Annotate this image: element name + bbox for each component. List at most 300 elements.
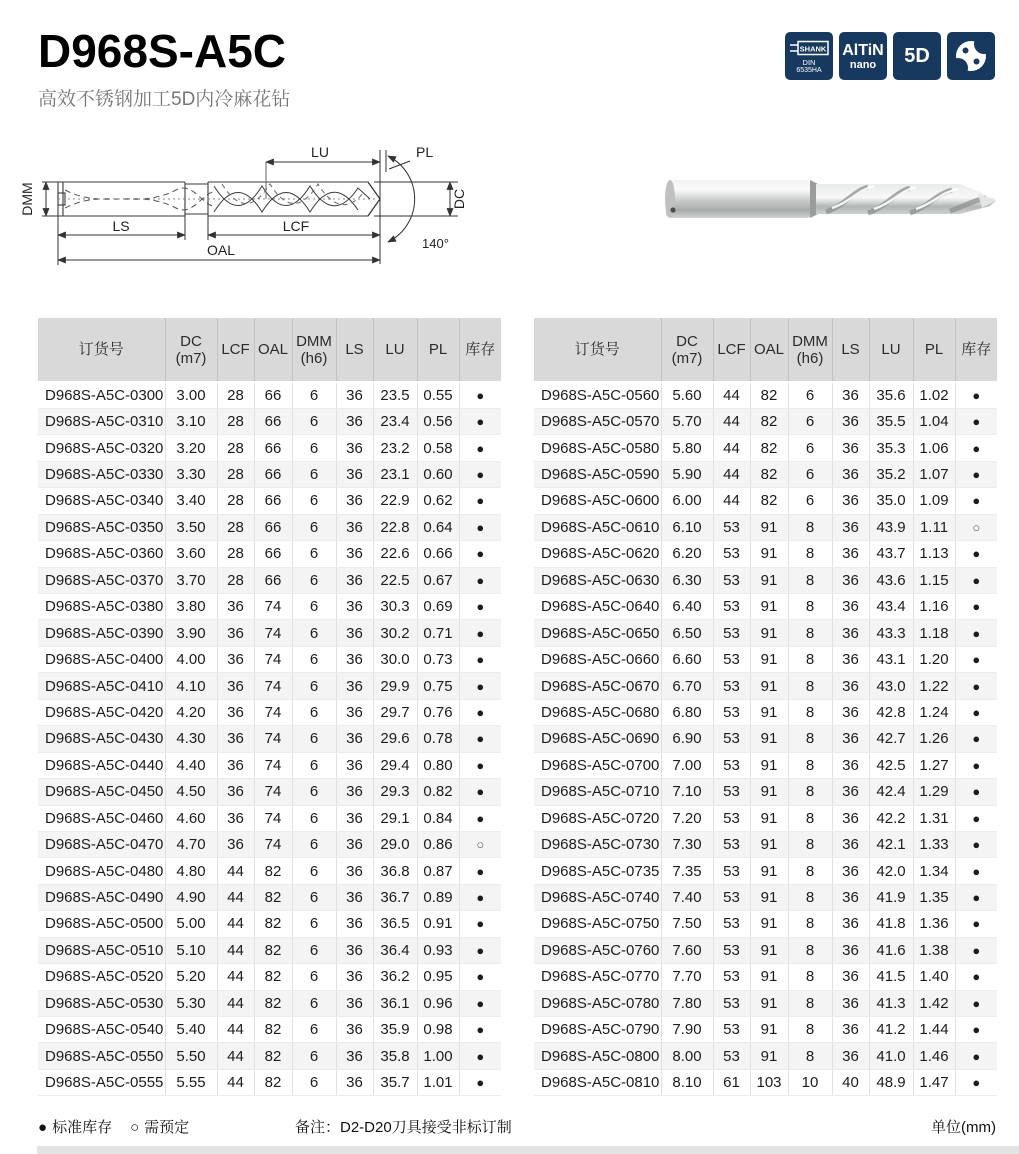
order-number: D968S-A5C-0600 xyxy=(534,488,661,514)
spec-value: 43.7 xyxy=(869,541,913,567)
spec-value: 1.11 xyxy=(913,514,955,540)
spec-value: 5.20 xyxy=(165,964,217,990)
stock-indicator: ● xyxy=(955,435,997,461)
spec-value: 35.7 xyxy=(373,1069,417,1095)
table-row xyxy=(534,514,997,540)
spec-value: 36 xyxy=(336,1069,373,1095)
spec-value: 36 xyxy=(832,884,869,910)
spec-value: 44 xyxy=(217,884,254,910)
spec-value: 91 xyxy=(750,673,788,699)
spec-value: 6 xyxy=(292,937,336,963)
spec-value: 91 xyxy=(750,937,788,963)
label-lcf: LCF xyxy=(282,218,310,234)
order-number: D968S-A5C-0460 xyxy=(38,805,165,831)
footer xyxy=(0,1116,1019,1138)
spec-value: 53 xyxy=(713,541,750,567)
spec-value: 74 xyxy=(254,805,292,831)
table-header-row xyxy=(38,318,501,382)
stock-indicator: ● xyxy=(955,858,997,884)
label-lu: LU xyxy=(311,144,329,160)
spec-value: 0.66 xyxy=(417,541,459,567)
spec-value: 82 xyxy=(254,858,292,884)
order-number: D968S-A5C-0690 xyxy=(534,726,661,752)
spec-value: 4.30 xyxy=(165,726,217,752)
spec-value: 36 xyxy=(336,990,373,1016)
spec-value: 53 xyxy=(713,779,750,805)
spec-value: 6.90 xyxy=(661,726,713,752)
spec-value: 3.10 xyxy=(165,408,217,434)
spec-value: 36 xyxy=(336,594,373,620)
spec-value: 44 xyxy=(217,937,254,963)
spec-value: 43.6 xyxy=(869,567,913,593)
spec-value: 0.56 xyxy=(417,408,459,434)
spec-value: 28 xyxy=(217,408,254,434)
technical-drawing xyxy=(18,142,473,282)
stock-indicator: ● xyxy=(955,488,997,514)
order-number: D968S-A5C-0550 xyxy=(38,1043,165,1069)
order-number: D968S-A5C-0750 xyxy=(534,911,661,937)
order-number: D968S-A5C-0810 xyxy=(534,1069,661,1095)
spec-value: 36 xyxy=(336,884,373,910)
spec-value: 43.9 xyxy=(869,514,913,540)
column-header: PL xyxy=(417,318,459,382)
table-row xyxy=(38,858,501,884)
stock-indicator: ● xyxy=(459,541,501,567)
spec-value: 6 xyxy=(292,1017,336,1043)
spec-value: 28 xyxy=(217,461,254,487)
spec-value: 0.67 xyxy=(417,567,459,593)
spec-value: 82 xyxy=(254,990,292,1016)
stock-indicator: ● xyxy=(459,937,501,963)
spec-value: 6 xyxy=(292,752,336,778)
spec-value: 36 xyxy=(336,673,373,699)
spec-value: 0.86 xyxy=(417,831,459,857)
stock-indicator: ● xyxy=(955,541,997,567)
spec-table-left xyxy=(38,318,501,1096)
spec-value: 36.2 xyxy=(373,964,417,990)
spec-value: 7.50 xyxy=(661,911,713,937)
spec-value: 8 xyxy=(788,673,832,699)
order-number: D968S-A5C-0400 xyxy=(38,646,165,672)
spec-value: 82 xyxy=(750,461,788,487)
spec-value: 36 xyxy=(832,541,869,567)
order-number: D968S-A5C-0390 xyxy=(38,620,165,646)
order-number: D968S-A5C-0790 xyxy=(534,1017,661,1043)
order-number: D968S-A5C-0580 xyxy=(534,435,661,461)
stock-indicator: ● xyxy=(955,1069,997,1095)
column-header: DMM (h6) xyxy=(292,318,336,382)
spec-value: 91 xyxy=(750,752,788,778)
badge-shank-din xyxy=(785,32,833,80)
spec-value: 6 xyxy=(292,1069,336,1095)
coating-name: AlTiN xyxy=(842,41,884,59)
drill-photo-shapes xyxy=(665,180,996,218)
spec-value: 8 xyxy=(788,964,832,990)
spec-value: 74 xyxy=(254,726,292,752)
spec-value: 82 xyxy=(254,1043,292,1069)
spec-value: 36 xyxy=(336,699,373,725)
spec-value: 3.20 xyxy=(165,435,217,461)
spec-value: 1.22 xyxy=(913,673,955,699)
spec-value: 53 xyxy=(713,726,750,752)
spec-value: 1.06 xyxy=(913,435,955,461)
order-number: D968S-A5C-0800 xyxy=(534,1043,661,1069)
spec-value: 36 xyxy=(336,408,373,434)
spec-value: 36 xyxy=(217,779,254,805)
stock-indicator: ● xyxy=(955,911,997,937)
order-number: D968S-A5C-0780 xyxy=(534,990,661,1016)
spec-value: 23.2 xyxy=(373,435,417,461)
stock-indicator: ● xyxy=(955,964,997,990)
spec-value: 8 xyxy=(788,646,832,672)
spec-value: 42.0 xyxy=(869,858,913,884)
spec-value: 1.35 xyxy=(913,884,955,910)
column-header: LCF xyxy=(217,318,254,382)
order-number: D968S-A5C-0640 xyxy=(534,594,661,620)
spec-value: 1.38 xyxy=(913,937,955,963)
badge-coating xyxy=(839,32,887,80)
page-title: D968S-A5C xyxy=(38,25,286,77)
spec-value: 6 xyxy=(292,514,336,540)
spec-value: 5.90 xyxy=(661,461,713,487)
spec-value: 41.6 xyxy=(869,937,913,963)
order-number: D968S-A5C-0420 xyxy=(38,699,165,725)
spec-value: 35.0 xyxy=(869,488,913,514)
spec-value: 36.5 xyxy=(373,911,417,937)
spec-value: 6 xyxy=(292,805,336,831)
spec-value: 44 xyxy=(713,382,750,408)
table-row xyxy=(534,594,997,620)
spec-value: 43.1 xyxy=(869,646,913,672)
spec-value: 6 xyxy=(292,699,336,725)
open-dot-icon: ○ xyxy=(130,1119,140,1136)
table-row xyxy=(38,461,501,487)
spec-value: 74 xyxy=(254,752,292,778)
order-number: D968S-A5C-0380 xyxy=(38,594,165,620)
spec-value: 44 xyxy=(713,408,750,434)
spec-value: 1.26 xyxy=(913,726,955,752)
spec-value: 7.00 xyxy=(661,752,713,778)
spec-value: 36 xyxy=(832,1043,869,1069)
spec-value: 36 xyxy=(832,488,869,514)
label-angle: 140° xyxy=(422,236,449,251)
spec-value: 4.60 xyxy=(165,805,217,831)
table-row xyxy=(38,514,501,540)
table-row xyxy=(534,620,997,646)
spec-value: 28 xyxy=(217,541,254,567)
table-row xyxy=(38,541,501,567)
spec-value: 91 xyxy=(750,911,788,937)
stock-indicator: ● xyxy=(459,620,501,646)
spec-value: 0.75 xyxy=(417,673,459,699)
table-row xyxy=(534,937,997,963)
spec-value: 6 xyxy=(292,964,336,990)
spec-value: 23.5 xyxy=(373,382,417,408)
spec-value: 36 xyxy=(336,726,373,752)
spec-value: 36 xyxy=(336,964,373,990)
flute-helix xyxy=(214,184,370,212)
spec-value: 8 xyxy=(788,937,832,963)
spec-value: 0.76 xyxy=(417,699,459,725)
order-number: D968S-A5C-0470 xyxy=(38,831,165,857)
spec-value: 36 xyxy=(217,726,254,752)
spec-value: 91 xyxy=(750,541,788,567)
spec-value: 6.20 xyxy=(661,541,713,567)
spec-value: 36 xyxy=(336,805,373,831)
spec-value: 44 xyxy=(217,1043,254,1069)
table-row xyxy=(38,805,501,831)
spec-value: 3.60 xyxy=(165,541,217,567)
spec-value: 1.18 xyxy=(913,620,955,646)
spec-value: 6 xyxy=(292,646,336,672)
spec-value: 91 xyxy=(750,567,788,593)
spec-value: 36.7 xyxy=(373,884,417,910)
spec-value: 23.1 xyxy=(373,461,417,487)
spec-value: 36 xyxy=(336,831,373,857)
spec-value: 7.35 xyxy=(661,858,713,884)
spec-value: 36 xyxy=(832,699,869,725)
spec-value: 0.95 xyxy=(417,964,459,990)
spec-value: 41.3 xyxy=(869,990,913,1016)
table-row xyxy=(534,435,997,461)
column-header: 库存 xyxy=(955,318,997,382)
stock-indicator: ● xyxy=(459,779,501,805)
spec-value: 41.9 xyxy=(869,884,913,910)
table-row xyxy=(38,1069,501,1095)
spec-value: 8 xyxy=(788,1017,832,1043)
spec-value: 42.8 xyxy=(869,699,913,725)
spec-value: 4.20 xyxy=(165,699,217,725)
stock-indicator: ● xyxy=(459,461,501,487)
feature-badges xyxy=(785,32,995,80)
filled-dot-icon: ● xyxy=(38,1119,48,1136)
spec-value: 53 xyxy=(713,673,750,699)
spec-value: 8 xyxy=(788,699,832,725)
spec-value: 44 xyxy=(713,488,750,514)
spec-value: 66 xyxy=(254,435,292,461)
spec-value: 0.98 xyxy=(417,1017,459,1043)
spec-value: 5.80 xyxy=(661,435,713,461)
spec-value: 0.89 xyxy=(417,884,459,910)
spec-value: 36 xyxy=(832,461,869,487)
spec-value: 8 xyxy=(788,831,832,857)
spec-value: 1.07 xyxy=(913,461,955,487)
spec-value: 53 xyxy=(713,514,750,540)
spec-value: 4.90 xyxy=(165,884,217,910)
spec-value: 0.62 xyxy=(417,488,459,514)
spec-value: 36 xyxy=(336,514,373,540)
stock-indicator: ● xyxy=(955,805,997,831)
spec-value: 6.30 xyxy=(661,567,713,593)
stock-indicator: ● xyxy=(459,567,501,593)
order-number: D968S-A5C-0320 xyxy=(38,435,165,461)
stock-indicator: ● xyxy=(459,990,501,1016)
stock-indicator: ● xyxy=(459,726,501,752)
table-row xyxy=(38,884,501,910)
stock-indicator: ○ xyxy=(459,831,501,857)
spec-value: 53 xyxy=(713,831,750,857)
spec-value: 8 xyxy=(788,884,832,910)
stock-indicator: ● xyxy=(459,673,501,699)
spec-value: 0.58 xyxy=(417,435,459,461)
spec-value: 8 xyxy=(788,1043,832,1069)
spec-value: 8 xyxy=(788,541,832,567)
spec-value: 36 xyxy=(832,990,869,1016)
spec-value: 66 xyxy=(254,382,292,408)
spec-value: 4.40 xyxy=(165,752,217,778)
spec-value: 22.5 xyxy=(373,567,417,593)
label-dmm: DMM xyxy=(19,182,35,216)
table-row xyxy=(38,831,501,857)
stock-indicator: ● xyxy=(955,408,997,434)
table-row xyxy=(38,699,501,725)
order-number: D968S-A5C-0530 xyxy=(38,990,165,1016)
spec-value: 91 xyxy=(750,964,788,990)
spec-value: 48.9 xyxy=(869,1069,913,1095)
spec-value: 41.0 xyxy=(869,1043,913,1069)
spec-value: 6 xyxy=(292,884,336,910)
spec-value: 36 xyxy=(217,805,254,831)
spec-value: 0.84 xyxy=(417,805,459,831)
order-number: D968S-A5C-0590 xyxy=(534,461,661,487)
spec-value: 36 xyxy=(336,620,373,646)
stock-indicator: ● xyxy=(459,435,501,461)
label-dc: DC xyxy=(451,188,467,210)
order-number: D968S-A5C-0500 xyxy=(38,911,165,937)
spec-value: 6.70 xyxy=(661,673,713,699)
spec-value: 36 xyxy=(336,488,373,514)
column-header: DC (m7) xyxy=(661,318,713,382)
column-header: OAL xyxy=(254,318,292,382)
spec-value: 44 xyxy=(713,435,750,461)
spec-value: 36 xyxy=(832,673,869,699)
spec-value: 74 xyxy=(254,646,292,672)
order-number: D968S-A5C-0735 xyxy=(534,858,661,884)
spec-value: 74 xyxy=(254,779,292,805)
spec-value: 6 xyxy=(788,382,832,408)
order-number: D968S-A5C-0490 xyxy=(38,884,165,910)
spec-value: 35.6 xyxy=(869,382,913,408)
spec-value: 6 xyxy=(292,673,336,699)
spec-value: 6 xyxy=(788,461,832,487)
spec-value: 66 xyxy=(254,567,292,593)
spec-value: 6 xyxy=(292,567,336,593)
spec-value: 28 xyxy=(217,567,254,593)
spec-value: 36 xyxy=(832,408,869,434)
spec-value: 36 xyxy=(832,937,869,963)
remark-note: 备注：D2-D20刀具接受非标订制 xyxy=(295,1119,512,1136)
column-header: DC (m7) xyxy=(165,318,217,382)
spec-value: 6.10 xyxy=(661,514,713,540)
stock-indicator: ● xyxy=(955,779,997,805)
spec-value: 1.02 xyxy=(913,382,955,408)
spec-value: 44 xyxy=(217,990,254,1016)
spec-value: 36 xyxy=(336,646,373,672)
spec-value: 5.55 xyxy=(165,1069,217,1095)
spec-value: 43.0 xyxy=(869,673,913,699)
spec-value: 7.60 xyxy=(661,937,713,963)
order-number: D968S-A5C-0540 xyxy=(38,1017,165,1043)
spec-value: 36 xyxy=(832,594,869,620)
spec-value: 43.4 xyxy=(869,594,913,620)
table-row xyxy=(534,805,997,831)
spec-value: 7.10 xyxy=(661,779,713,805)
spec-value: 36 xyxy=(832,805,869,831)
table-row xyxy=(38,567,501,593)
spec-value: 74 xyxy=(254,620,292,646)
stock-indicator: ● xyxy=(955,726,997,752)
table-row xyxy=(534,964,997,990)
spec-value: 91 xyxy=(750,699,788,725)
spec-value: 8 xyxy=(788,911,832,937)
stock-indicator: ● xyxy=(955,831,997,857)
order-number: D968S-A5C-0410 xyxy=(38,673,165,699)
spec-value: 35.8 xyxy=(373,1043,417,1069)
spec-value: 5.00 xyxy=(165,911,217,937)
spec-value: 8.00 xyxy=(661,1043,713,1069)
spec-value: 82 xyxy=(750,408,788,434)
spec-value: 4.10 xyxy=(165,673,217,699)
spec-value: 3.00 xyxy=(165,382,217,408)
stock-indicator: ● xyxy=(955,594,997,620)
spec-value: 74 xyxy=(254,594,292,620)
stock-indicator: ● xyxy=(955,673,997,699)
spec-value: 8.10 xyxy=(661,1069,713,1095)
spec-value: 1.09 xyxy=(913,488,955,514)
spec-value: 0.91 xyxy=(417,911,459,937)
spec-value: 36 xyxy=(832,964,869,990)
spec-value: 66 xyxy=(254,488,292,514)
spec-value: 35.2 xyxy=(869,461,913,487)
spec-value: 22.6 xyxy=(373,541,417,567)
spec-value: 36 xyxy=(336,911,373,937)
spec-value: 6.40 xyxy=(661,594,713,620)
spec-value: 6 xyxy=(292,726,336,752)
table-row xyxy=(534,858,997,884)
spec-value: 74 xyxy=(254,831,292,857)
column-header: LS xyxy=(336,318,373,382)
spec-value: 36 xyxy=(217,699,254,725)
order-number: D968S-A5C-0760 xyxy=(534,937,661,963)
order-number: D968S-A5C-0555 xyxy=(38,1069,165,1095)
spec-value: 35.9 xyxy=(373,1017,417,1043)
column-header: PL xyxy=(913,318,955,382)
column-header: LCF xyxy=(713,318,750,382)
spec-value: 44 xyxy=(217,858,254,884)
table-row xyxy=(534,779,997,805)
spec-value: 36 xyxy=(832,620,869,646)
product-photo xyxy=(660,162,1005,240)
spec-value: 7.70 xyxy=(661,964,713,990)
spec-value: 0.93 xyxy=(417,937,459,963)
spec-value: 36 xyxy=(832,1017,869,1043)
legend-standard-label: 标准库存 xyxy=(52,1119,113,1136)
order-number: D968S-A5C-0510 xyxy=(38,937,165,963)
spec-value: 4.70 xyxy=(165,831,217,857)
spec-value: 7.90 xyxy=(661,1017,713,1043)
spec-value: 82 xyxy=(254,911,292,937)
stock-indicator: ● xyxy=(459,858,501,884)
order-number: D968S-A5C-0450 xyxy=(38,779,165,805)
column-header: LU xyxy=(869,318,913,382)
spec-value: 1.46 xyxy=(913,1043,955,1069)
spec-value: 6 xyxy=(292,779,336,805)
table-row xyxy=(38,1017,501,1043)
spec-value: 36.8 xyxy=(373,858,417,884)
spec-value: 36 xyxy=(217,594,254,620)
spec-value: 29.0 xyxy=(373,831,417,857)
spec-value: 53 xyxy=(713,858,750,884)
